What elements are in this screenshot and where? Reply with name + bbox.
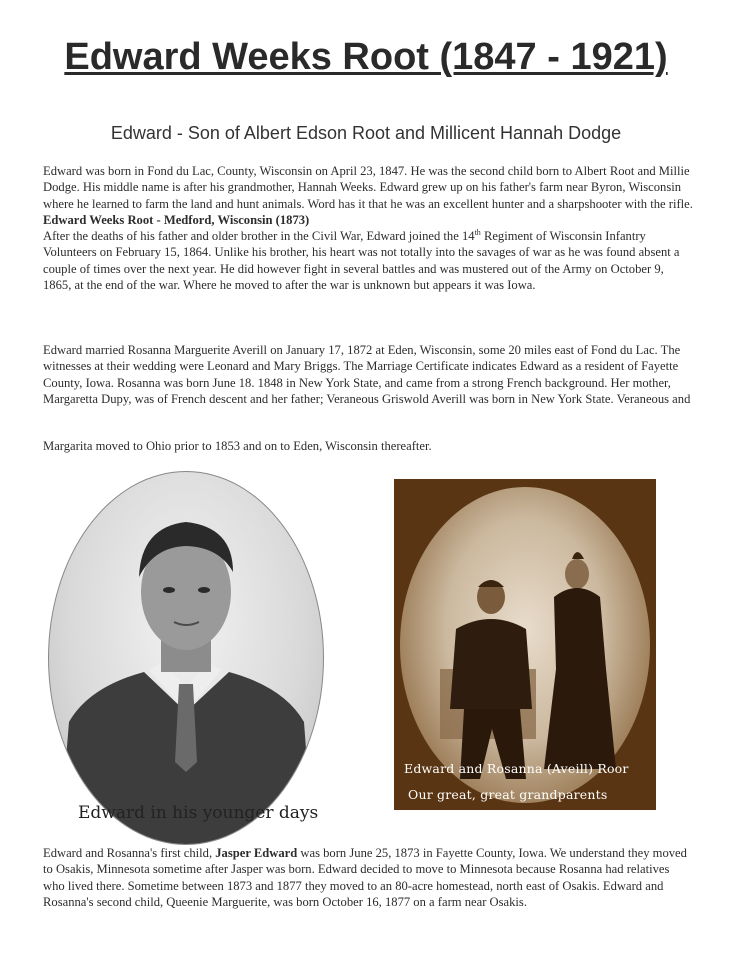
children-paragraph bbox=[43, 845, 693, 910]
children-text-b: was born June 25, 1873 in Fayette County, Iowa. We understand they moved to Osakis, Minnesota sometime after Jasper was born. Edward decided to move to Minnesota because Rosanna had relatives who lived there. Sometime between 1873 and 1877 they moved to an 80-acre homestead, north east of Osakis. Edward and Rosanna's second child, Queenie Marguerite, was born October 16, 1877 on a farm near Osakis. bbox=[43, 846, 687, 909]
portrait-illustration bbox=[49, 472, 323, 844]
page-subtitle: Edward - Son of Albert Edson Root and Millicent Hannah Dodge bbox=[110, 123, 622, 143]
ordinal-suffix: th bbox=[474, 228, 481, 237]
edward-portrait-photo bbox=[48, 471, 324, 845]
intro-paragraph: Edward was born in Fond du Lac, County, Wisconsin on April 23, 1847. He was the second child born to Albert Root and Millie Dodge. His middle name is after his grandmother, Hannah Weeks. Edward grew up on his father's farm near Byron, Wisconsin where he learned to farm the land and hunt animals. Word has it that he was an excellent hunter and a sharpshooter with the rifle. bbox=[43, 164, 693, 211]
civil-war-text-a: After the deaths of his father and older brother in the Civil War, Edward joined the 14 bbox=[43, 229, 475, 244]
intro-section bbox=[43, 163, 693, 293]
marriage-paragraph: Edward married Rosanna Marguerite Averill on January 17, 1872 at Eden, Wisconsin, some 20 miles east of Fond du Lac. The witnesses at their wedding were Leonard and Mary Briggs. The Marriage Certificate indicates Edward as a resident of Fayette County, Iowa. Rosanna was born June 18. 1848 in New York State, and came from a strong French background. Her mother, Margaretta Dupy, was of French descent and her father; Veraneous Griswold Averill was born in New York State. Veraneous and bbox=[43, 343, 691, 406]
couple-photo-subcaption: Our great, great grandparents bbox=[408, 787, 608, 802]
couple-photo-caption: Edward and Rosanna (Aveill) Roor bbox=[404, 761, 629, 776]
photo-note: Edward Weeks Root - Medford, Wisconsin (1873) bbox=[43, 212, 310, 227]
marriage-paragraph-continued: Margarita moved to Ohio prior to 1853 and on to Eden, Wisconsin thereafter. bbox=[43, 439, 432, 453]
children-text-a: Edward and Rosanna's first child, bbox=[43, 846, 216, 860]
left-photo-caption: Edward in his younger days bbox=[78, 803, 319, 823]
civil-war-text-b: Regiment of Wisconsin Infantry Volunteers on February 15, 1864. Unlike his brother, his heart was not totally into the savages of war as he was found absent a couple of times over the next year. He did however fight in several battles and was mustered out of the Army on October 9, 1865, at the end of the war. Where he moved to after the war is unknown but appears it was Iowa. bbox=[43, 229, 680, 293]
jasper-name: Jasper Edward bbox=[215, 846, 298, 860]
page-title: Edward Weeks Root (1847 - 1921) bbox=[64, 36, 668, 78]
couple-photo bbox=[394, 479, 656, 810]
civil-war-paragraph bbox=[43, 229, 680, 292]
